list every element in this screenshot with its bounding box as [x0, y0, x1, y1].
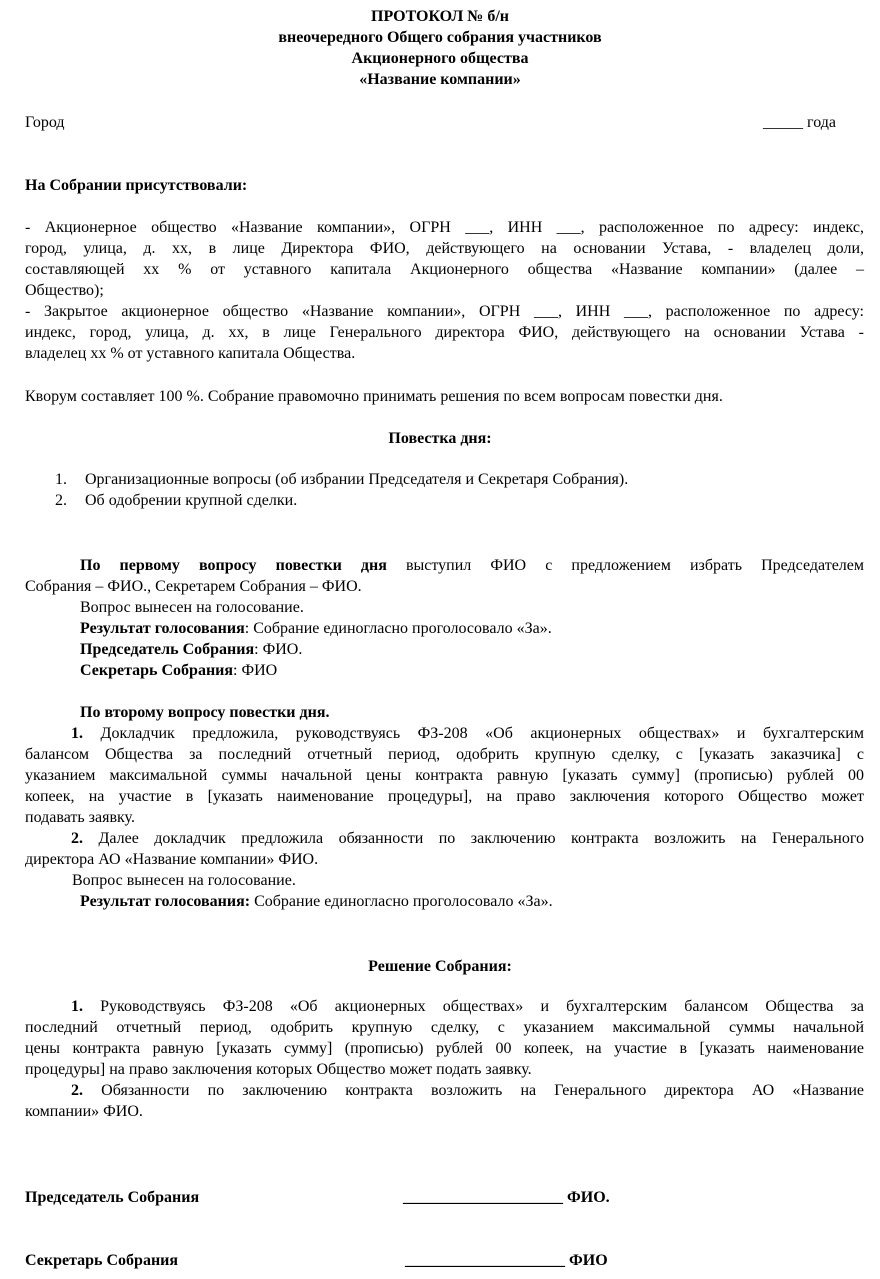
- decision-p1-line: последний отчетный период, одобрить крупную сделку, с указанием максимальной суммы начальной: [25, 1019, 864, 1036]
- signature-line[interactable]: ____________________: [405, 1252, 565, 1269]
- item-text: Обязанности по заключению контракта возложить на Генерального директора АО «Название: [83, 1082, 864, 1099]
- question-2-p2-line: директора АО «Название компании» ФИО.: [25, 851, 319, 868]
- secretary-signature: [405, 1250, 608, 1271]
- question-1-line: Собрания – ФИО., Секретарем Собрания – ФИО.: [25, 578, 362, 595]
- quorum-text: Кворум составляет 100 %. Собрание правомочно принимать решения по всем вопросам повестки дня.: [25, 388, 723, 405]
- attendee-2-line: - Закрытое акционерное общество «Название компании», ОГРН ___, ИНН ___, расположенное по адресу:: [25, 303, 864, 320]
- chair-value: : ФИО.: [254, 641, 303, 658]
- result-label: Результат голосования: [80, 620, 245, 637]
- attendee-1-line: Общество);: [25, 282, 104, 299]
- question-2-block: [25, 702, 864, 912]
- document-subtitle: Акционерного общества: [351, 50, 529, 67]
- item-text: Докладчик предложила, руководствуясь ФЗ-208 «Об акционерных обществах» и бухгалтерским: [83, 725, 864, 742]
- agenda-item: [55, 469, 628, 490]
- attendees-heading: На Собрании присутствовали:: [25, 177, 248, 194]
- chair-signature: [403, 1187, 610, 1208]
- decision-heading: Решение Собрания:: [368, 958, 512, 975]
- agenda-item-text: Об одобрении крупной сделки.: [85, 492, 298, 509]
- decision-p2-line: компании» ФИО.: [25, 1103, 143, 1120]
- question-1-vote: Вопрос вынесен на голосование.: [80, 599, 304, 616]
- secretary-signature-role: Секретарь Собрания: [25, 1252, 179, 1269]
- attendee-2-line: индекс, город, улица, д. хх, в лице Генерального директора ФИО, действующего на основании Устава -: [25, 324, 864, 341]
- result-text: : Собрание единогласно проголосовало «За».: [244, 620, 552, 637]
- chair-signature-role: Председатель Собрания: [25, 1189, 200, 1206]
- question-1-result: [25, 618, 864, 639]
- question-1-secretary: [25, 660, 864, 681]
- attendee-1-line: - Акционерное общество «Название компании», ОГРН ___, ИНН ___, расположенное по адресу: индекс,: [25, 219, 864, 236]
- agenda-item-number: 1.: [55, 471, 67, 488]
- result-text: Собрание единогласно проголосовало «За».: [250, 893, 553, 910]
- signature-name: ФИО.: [563, 1189, 610, 1206]
- item-text: Далее докладчик предложила обязанности по заключению контракта возложить на Генерального: [83, 830, 864, 847]
- date-blank[interactable]: _____: [763, 114, 804, 131]
- question-2-p2-line: [25, 828, 864, 849]
- decision-p1-line: [25, 996, 864, 1017]
- secretary-label: Секретарь Собрания: [80, 662, 234, 679]
- question-2-vote: Вопрос вынесен на голосование.: [72, 872, 296, 889]
- attendee-2: [25, 301, 864, 364]
- agenda-item-number: 2.: [55, 492, 67, 509]
- agenda-heading: Повестка дня:: [388, 430, 492, 447]
- date-field: [763, 112, 836, 133]
- company-name-title: «Название компании»: [359, 71, 521, 88]
- agenda-item: [55, 490, 297, 511]
- chair-label: Председатель Собрания: [80, 641, 255, 658]
- attendee-1-line: составляющей хх % от уставного капитала Акционерного общества «Название компании» (далее –: [25, 261, 864, 278]
- attendee-1: [25, 217, 864, 301]
- item-number: 2.: [71, 830, 83, 847]
- document-title: ПРОТОКОЛ № б/н: [371, 8, 509, 25]
- document-subtitle: внеочередного Общего собрания участников: [278, 29, 602, 46]
- item-number: 1.: [71, 998, 83, 1015]
- attendee-2-line: владелец хх % от уставного капитала Общества.: [25, 345, 356, 362]
- question-1-line: [25, 555, 864, 576]
- decision-p1-line: процедуры] на право заключения которых Общество может подать заявку.: [25, 1061, 532, 1078]
- date-suffix: года: [803, 114, 836, 131]
- question-1-chair: [25, 639, 864, 660]
- question-2-p1-line: балансом Общества за последний отчетный период, одобрить крупную сделку, с [указать заказчика] с: [25, 746, 864, 763]
- item-number: 2.: [71, 1082, 83, 1099]
- question-2-result: [25, 891, 864, 912]
- signature-name: ФИО: [565, 1252, 608, 1269]
- secretary-value: : ФИО: [233, 662, 278, 679]
- question-1-block: [25, 555, 864, 681]
- question-2-p1-line: [25, 723, 864, 744]
- signature-line[interactable]: ____________________: [403, 1189, 563, 1206]
- result-label: Результат голосования:: [80, 893, 251, 910]
- decision-p1-line: цены контракта равную [указать сумму] (прописью) рублей 00 копеек, на участие в [указать наименование: [25, 1040, 864, 1057]
- agenda-item-text: Организационные вопросы (об избрании Председателя и Секретаря Собрания).: [85, 471, 629, 488]
- question-2-p1-line: подавать заявку.: [25, 809, 135, 826]
- decision-block: [25, 996, 864, 1122]
- item-text: Руководствуясь ФЗ-208 «Об акционерных обществах» и бухгалтерским балансом Общества за: [83, 998, 864, 1015]
- item-number: 1.: [71, 725, 83, 742]
- city-label: Город: [25, 114, 65, 131]
- question-1-lead: По первому вопросу повестки дня: [80, 557, 387, 574]
- question-1-text: выступил ФИО с предложением избрать Председателем: [386, 557, 864, 574]
- decision-p2-line: [25, 1080, 864, 1101]
- attendee-1-line: город, улица, д. хх, в лице Директора ФИО, действующего на основании Устава, - владелец доли,: [25, 240, 864, 257]
- question-2-p1-line: указанием максимальной суммы начальной цены контракта равную [указать сумму] (прописью) рублей 00: [25, 767, 864, 784]
- question-2-p1-line: копеек, на участие в [указать наименование процедуры], на право заключения которого Общество может: [25, 788, 864, 805]
- question-2-heading: По второму вопросу повестки дня.: [80, 704, 330, 721]
